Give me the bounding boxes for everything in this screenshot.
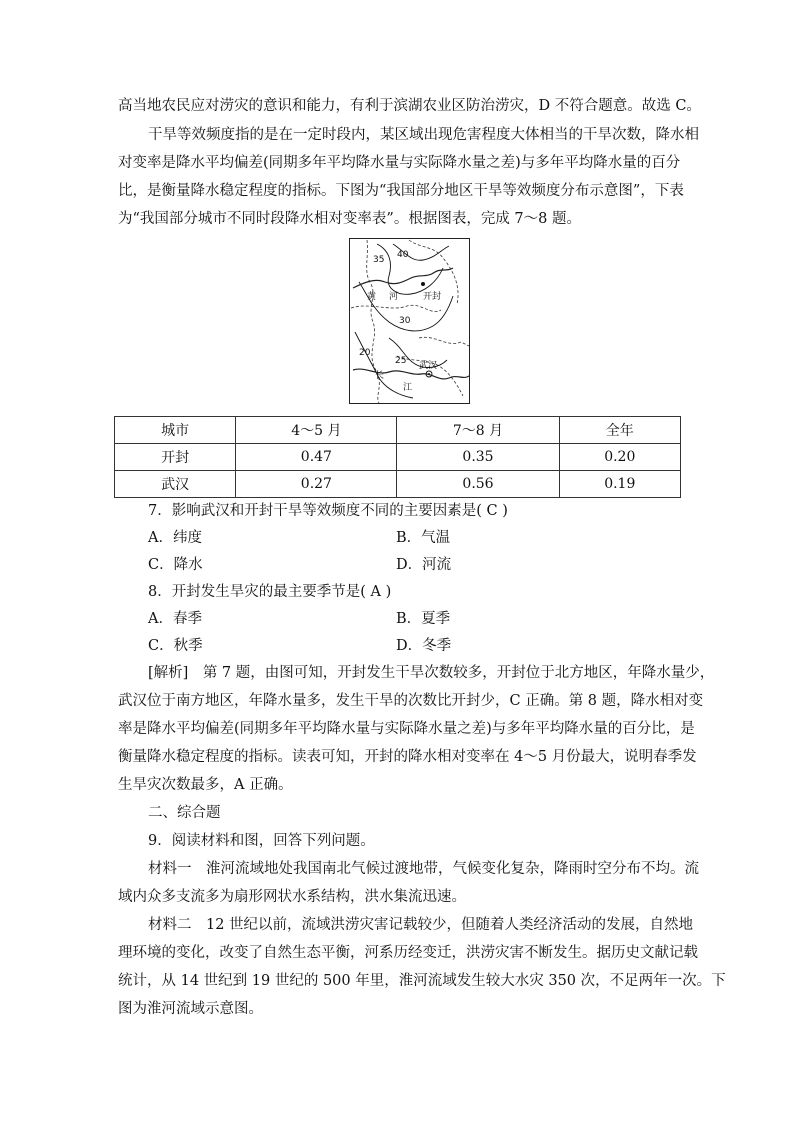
material1-line-1: 材料一 淮河流域地处我国南北气候过渡地带，气候变化复杂，降雨时空分布不均。流	[148, 861, 699, 877]
material2-line-2: 理环境的变化，改变了自然生态平衡，河系历经变迁，洪涝灾害不断发生。据历史文献记载	[118, 945, 698, 961]
q7-option-b: B．气温	[396, 530, 451, 546]
intro-line-1: 高当地农民应对涝灾的意识和能力，有利于滨湖农业区防治涝灾，D 不符合题意。故选 C。	[118, 98, 701, 114]
analysis-line-1: [解析] 第 7 题，由图可知，开封发生干旱次数较多，开封位于北方地区，年降水量少，	[148, 665, 715, 681]
kaifeng-marker	[421, 282, 425, 286]
table-row	[115, 444, 681, 471]
analysis-line-2: 武汉位于南方地区，年降水量多，发生干旱的次数比开封少，C 正确。第 8 题，降水相对变	[118, 693, 704, 709]
table-cell: 0.27	[236, 471, 397, 498]
q7-stem: 7．影响武汉和开封干旱等效频度不同的主要因素是( C )	[148, 503, 508, 519]
intro-line-3: 对变率是降水平均偏差(同期多年平均降水量与实际降水量之差)与多年平均降水量的百分	[118, 155, 681, 171]
q9-stem: 9．阅读材料和图，回答下列问题。	[148, 833, 375, 849]
q7-option-c: C．降水	[148, 557, 203, 573]
q8-option-a: A．春季	[148, 611, 202, 627]
analysis-line-5: 生旱灾次数最多，A 正确。	[118, 777, 293, 793]
table-header-row	[115, 417, 681, 444]
q8-stem: 8．开封发生旱灾的最主要季节是( A )	[148, 584, 392, 600]
map-label-he: 河	[389, 292, 399, 302]
contour-label-30: 30	[399, 316, 411, 326]
table-header-city: 城市	[115, 417, 236, 444]
table-cell: 0.35	[397, 444, 559, 471]
map-label-chang: 长	[375, 371, 385, 381]
table-header-jul-aug: 7～8 月	[397, 417, 559, 444]
map-label-huang: 黄	[367, 292, 377, 302]
q8-option-d: D．冬季	[396, 638, 452, 654]
q8-option-c: C．秋季	[148, 638, 203, 654]
table-header-apr-may: 4～5 月	[236, 417, 397, 444]
intro-line-5: 为“我国部分城市不同时段降水相对变率表”。根据图表，完成 7～8 题。	[118, 211, 581, 227]
analysis-line-3: 率是降水平均偏差(同期多年平均降水量与实际降水量之差)与多年平均降水量的百分比，是	[118, 721, 695, 737]
table-cell: 开封	[115, 444, 236, 471]
contour-label-20: 20	[359, 348, 371, 358]
table-cell: 0.47	[236, 444, 397, 471]
material2-line-1: 材料二 12 世纪以前，流域洪涝灾害记载较少，但随着人类经济活动的发展，自然地	[148, 917, 694, 933]
contour-label-25: 25	[395, 356, 407, 366]
material1-line-2: 域内众多支流多为扇形网状水系结构，洪水集流迅速。	[118, 889, 466, 905]
table-cell: 0.56	[397, 471, 559, 498]
map-label-kaifeng: 开封	[423, 292, 442, 302]
intro-line-2: 干旱等效频度指的是在一定时段内，某区域出现危害程度大体相当的干旱次数，降水相	[148, 127, 699, 143]
contour-label-35: 35	[373, 255, 385, 265]
table-header-annual: 全年	[559, 417, 680, 444]
q7-option-d: D．河流	[396, 557, 452, 573]
q8-option-b: B．夏季	[396, 611, 451, 627]
table-cell: 0.19	[559, 471, 680, 498]
intro-line-4: 比，是衡量降水稳定程度的指标。下图为“我国部分地区干旱等效频度分布示意图”，下表	[118, 183, 684, 199]
table-cell: 0.20	[559, 444, 680, 471]
material2-line-3: 统计，从 14 世纪到 19 世纪的 500 年里，淮河流域发生较大水灾 350 次，不足两年一次。下	[118, 973, 726, 989]
table-cell: 武汉	[115, 471, 236, 498]
map-label-jiang: 江	[403, 383, 413, 393]
analysis-line-4: 衡量降水稳定程度的指标。读表可知，开封的降水相对变率在 4～5 月份最大，说明春季发	[118, 749, 697, 765]
drought-frequency-map	[349, 238, 470, 404]
material2-line-4: 图为淮河流域示意图。	[118, 1001, 263, 1017]
section-title: 二、综合题	[148, 805, 221, 821]
precipitation-variability-table	[114, 416, 681, 498]
contour-label-40: 40	[397, 250, 409, 260]
table-row	[115, 471, 681, 498]
q7-option-a: A．纬度	[148, 530, 202, 546]
map-label-wuhan: 武汉	[419, 361, 438, 371]
